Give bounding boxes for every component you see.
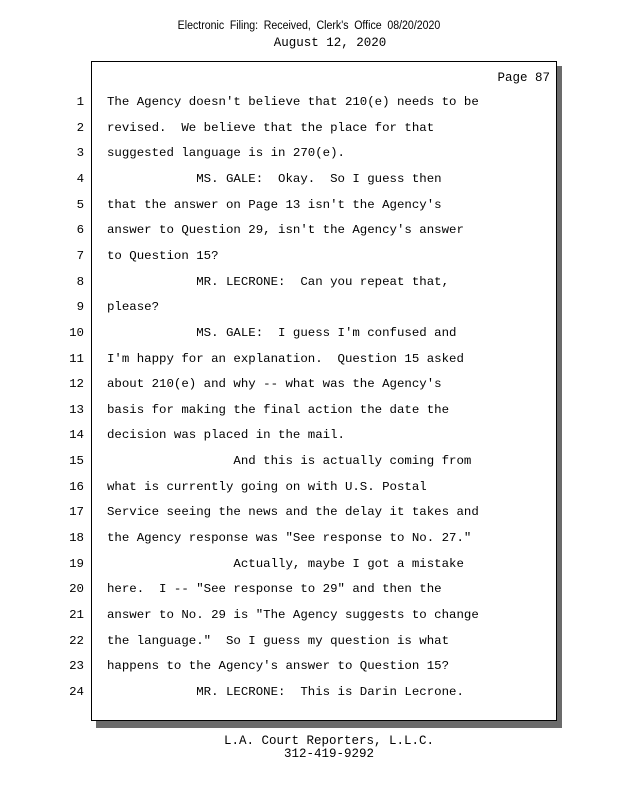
line-text: to Question 15? <box>107 248 219 263</box>
line-text: basis for making the final action the date the <box>107 402 450 417</box>
transcript-line <box>0 323 618 343</box>
transcript-line <box>0 349 618 369</box>
line-number: 8 <box>76 274 84 289</box>
transcript-line <box>0 605 618 625</box>
transcript-line <box>0 220 618 240</box>
line-text: the Agency response was "See response to No. 27." <box>107 531 472 546</box>
transcript-line <box>0 682 618 702</box>
line-text: And this is actually coming from <box>107 454 472 469</box>
line-text: about 210(e) and why -- what was the Agency's <box>107 377 442 392</box>
line-number: 11 <box>69 351 84 366</box>
line-number: 23 <box>69 659 84 674</box>
line-text: what is currently going on with U.S. Postal <box>107 479 427 494</box>
line-number: 20 <box>69 582 84 597</box>
transcript-line <box>0 554 618 574</box>
line-text: MR. LECRONE: This is Darin Lecrone. <box>107 684 464 699</box>
line-number: 18 <box>69 531 84 546</box>
transcript-line <box>0 169 618 189</box>
line-number: 4 <box>76 171 84 186</box>
transcript-line <box>0 118 618 138</box>
line-number: 1 <box>76 95 84 109</box>
transcript-line <box>0 528 618 548</box>
line-text: that the answer on Page 13 isn't the Agency's <box>107 197 442 212</box>
line-number: 10 <box>69 325 84 340</box>
line-number: 3 <box>76 146 84 161</box>
transcript-line <box>0 656 618 676</box>
transcript-line <box>0 195 618 215</box>
line-number: 24 <box>69 684 84 699</box>
transcript-line <box>0 400 618 420</box>
filing-stamp: Electronic Filing: Received, Clerk's Office 08/20/2020 <box>177 20 441 32</box>
transcript-date: August 12, 2020 <box>273 36 387 50</box>
transcript-line <box>0 451 618 471</box>
transcript-line <box>0 297 618 317</box>
line-text: MS. GALE: Okay. So I guess then <box>107 171 442 186</box>
line-text: please? <box>107 300 160 315</box>
page-number: Page 87 <box>497 71 550 85</box>
line-text: I'm happy for an explanation. Question 15 asked <box>107 351 464 366</box>
line-text: answer to No. 29 is "The Agency suggests to change <box>107 608 479 622</box>
transcript-line <box>0 579 618 599</box>
line-number: 2 <box>76 120 84 135</box>
line-text: revised. We believe that the place for that <box>107 120 435 135</box>
line-number: 16 <box>69 479 84 494</box>
line-number: 6 <box>76 223 84 238</box>
transcript-line <box>0 502 618 522</box>
line-text: MS. GALE: I guess I'm confused and <box>107 325 457 340</box>
transcript-line <box>0 425 618 445</box>
line-number: 21 <box>69 608 84 622</box>
line-text: answer to Question 29, isn't the Agency's answer <box>107 223 464 238</box>
line-text: Actually, maybe I got a mistake <box>107 556 464 571</box>
line-number: 14 <box>69 428 84 443</box>
line-number: 17 <box>69 505 84 520</box>
footer-phone: 312-419-9292 <box>283 747 374 761</box>
transcript-line <box>0 143 618 163</box>
line-number: 19 <box>69 556 84 571</box>
line-text: the language." So I guess my question is what <box>107 633 450 648</box>
line-text: The Agency doesn't believe that 210(e) needs to be <box>107 95 479 109</box>
line-number: 7 <box>76 248 84 263</box>
transcript-line <box>0 246 618 266</box>
line-number: 13 <box>69 402 84 417</box>
transcript-line <box>0 631 618 651</box>
transcript-line <box>0 477 618 497</box>
line-text: happens to the Agency's answer to Question 15? <box>107 659 450 674</box>
line-text: decision was placed in the mail. <box>107 428 345 443</box>
line-number: 15 <box>69 454 84 469</box>
footer-company: L.A. Court Reporters, L.L.C. <box>223 734 435 748</box>
line-number: 9 <box>76 300 84 315</box>
line-text: here. I -- "See response to 29" and then the <box>107 582 442 597</box>
line-number: 5 <box>76 197 84 212</box>
transcript-line <box>0 374 618 394</box>
line-text: Service seeing the news and the delay it takes and <box>107 505 479 520</box>
line-number: 22 <box>69 633 84 648</box>
transcript-line <box>0 92 618 112</box>
transcript-line <box>0 272 618 292</box>
line-text: MR. LECRONE: Can you repeat that, <box>107 274 450 289</box>
line-text: suggested language is in 270(e). <box>107 146 345 161</box>
line-number: 12 <box>69 377 84 392</box>
